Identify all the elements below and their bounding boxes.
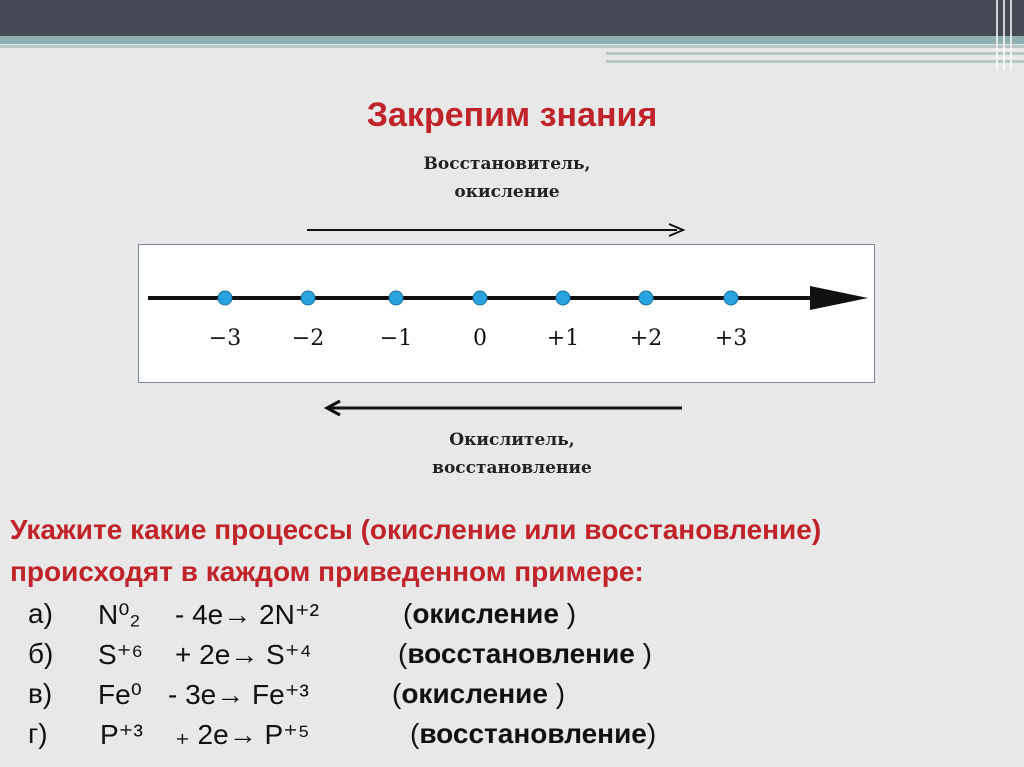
- task-line1: Укажите какие процессы (окисление или восстановление): [10, 514, 822, 545]
- point-zero: [473, 291, 487, 305]
- oxidizer-label: [362, 426, 662, 482]
- tick-label: −2: [291, 326, 325, 351]
- example-answer: (окисление ): [392, 678, 566, 709]
- example-letter: б): [28, 638, 54, 669]
- task-line2: происходят в каждом приведенном примере:: [10, 556, 644, 587]
- example-answer: (восстановление ): [398, 638, 652, 669]
- example-formula: P⁺³: [100, 719, 143, 750]
- example-letter: г): [28, 718, 48, 749]
- point-minus1: [389, 291, 403, 305]
- point-plus2: [639, 291, 653, 305]
- example-reaction: - 3e→ Fe⁺³: [168, 679, 309, 710]
- reducer-label-line2: окисление: [454, 182, 560, 202]
- example-reaction: + 2e→ S⁺⁴: [175, 639, 312, 670]
- tick-label: +1: [546, 326, 580, 351]
- example-answer: (восстановление): [410, 718, 657, 749]
- example-reaction: - 4e→ 2N⁺²: [175, 599, 319, 630]
- example-letter: а): [28, 598, 53, 629]
- point-minus2: [301, 291, 315, 305]
- point-minus3: [218, 291, 232, 305]
- tick-label: +2: [629, 326, 663, 351]
- example-letter: в): [28, 678, 53, 709]
- oxidizer-label-line1: Окислитель,: [449, 430, 575, 450]
- tick-label: 0: [473, 326, 487, 351]
- slide-title: Закрепим знания: [366, 96, 658, 134]
- example-formula: N⁰₂: [98, 599, 141, 630]
- tick-label: −1: [379, 326, 413, 351]
- tick-label: +3: [714, 326, 748, 351]
- example-answer: (окисление ): [403, 598, 577, 629]
- example-formula: S⁺⁶: [98, 639, 143, 670]
- example-formula: Fe⁰: [98, 679, 142, 710]
- point-plus1: [556, 291, 570, 305]
- tick-label: −3: [208, 326, 242, 351]
- axis-arrow-icon: [810, 286, 868, 310]
- point-plus3: [724, 291, 738, 305]
- oxidizer-label-line2: восстановление: [432, 458, 592, 478]
- reducer-label-line1: Восстановитель,: [423, 154, 591, 174]
- example-reaction: ₊ 2e→ P⁺⁵: [175, 719, 310, 750]
- left-arrow-icon: [322, 398, 688, 418]
